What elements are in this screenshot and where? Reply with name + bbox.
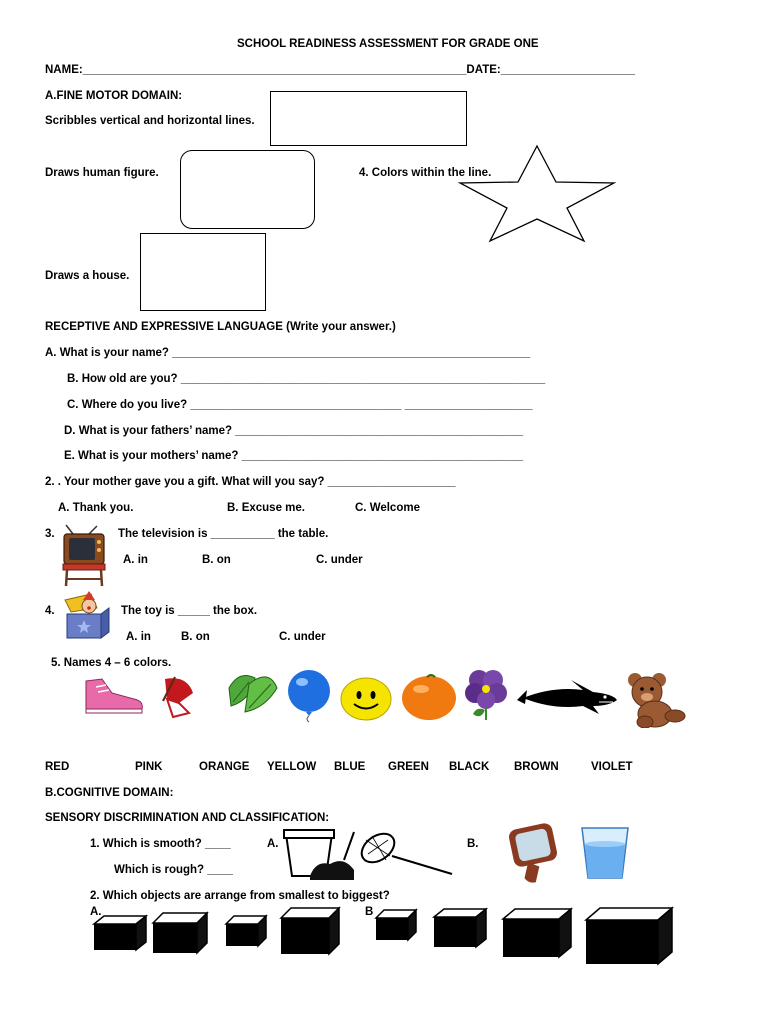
human-figure-box[interactable]	[180, 150, 315, 229]
color-label-violet: VIOLET	[591, 761, 633, 773]
size-order-question[interactable]: 2. Which objects are arrange from smallest to biggest?	[90, 890, 390, 902]
blue-balloon-icon	[286, 669, 332, 723]
violet-flower-icon	[463, 668, 509, 722]
size-option-b[interactable]: B	[365, 906, 374, 918]
question-father-name[interactable]: D. What is your fathers’ name? _____________________________________________	[64, 425, 524, 437]
colors-question: 5. Names 4 – 6 colors.	[51, 657, 172, 669]
cube-a2-icon	[151, 911, 209, 955]
question-mother-name[interactable]: E. What is your mothers’ name? ____________________________________________	[64, 450, 524, 462]
green-leaves-icon	[225, 668, 279, 718]
rough-question[interactable]: Which is rough? ____	[114, 864, 233, 876]
orange-fruit-icon	[401, 673, 457, 721]
color-label-blue: BLUE	[334, 761, 366, 773]
fine-motor-heading: A.FINE MOTOR DOMAIN:	[45, 90, 183, 102]
flowerpot-soil-net-icon	[282, 826, 454, 884]
cube-b3-icon	[501, 907, 573, 959]
toy-question-number: 4.	[45, 605, 55, 617]
cube-a1-icon	[92, 914, 148, 952]
size-option-a[interactable]: A.	[90, 906, 102, 918]
toy-option-b[interactable]: B. on	[181, 631, 210, 643]
house-label: Draws a house.	[45, 270, 130, 282]
smooth-option-a[interactable]: A.	[267, 838, 279, 850]
color-label-red: RED	[45, 761, 70, 773]
star-outline-icon[interactable]	[458, 144, 616, 244]
smooth-option-b[interactable]: B.	[467, 838, 479, 850]
tv-question[interactable]: The television is __________ the table.	[118, 528, 329, 540]
cube-a4-icon	[279, 906, 341, 956]
gift-option-a[interactable]: A. Thank you.	[58, 502, 134, 514]
tv-option-a[interactable]: A. in	[123, 554, 148, 566]
scribbles-label: Scribbles vertical and horizontal lines.	[45, 115, 255, 127]
glass-of-water-icon	[580, 826, 630, 882]
jack-in-the-box-icon	[57, 590, 113, 640]
name-date-line[interactable]: NAME:____________________________________________________________DATE:_____________________	[45, 64, 636, 76]
tv-option-c[interactable]: C. under	[316, 554, 363, 566]
cube-a3-icon	[224, 914, 268, 948]
cognitive-heading: B.COGNITIVE DOMAIN:	[45, 787, 174, 799]
language-heading: RECEPTIVE AND EXPRESSIVE LANGUAGE (Write your answer.)	[45, 321, 396, 333]
brown-teddy-bear-icon	[625, 672, 687, 728]
toy-option-c[interactable]: C. under	[279, 631, 326, 643]
house-box[interactable]	[140, 233, 266, 311]
cube-b2-icon	[432, 907, 488, 949]
color-label-yellow: YELLOW	[267, 761, 317, 773]
television-on-table-icon	[61, 524, 107, 588]
gift-question[interactable]: 2. . Your mother gave you a gift. What will you say? ____________________	[45, 476, 456, 488]
cube-b4-icon	[584, 906, 674, 966]
toy-question[interactable]: The toy is _____ the box.	[121, 605, 258, 617]
color-label-orange: ORANGE	[199, 761, 250, 773]
tv-option-b[interactable]: B. on	[202, 554, 231, 566]
sensory-heading: SENSORY DISCRIMINATION AND CLASSIFICATION:	[45, 812, 330, 824]
color-label-brown: BROWN	[514, 761, 559, 773]
yellow-smiley-icon	[340, 677, 392, 721]
human-figure-label: Draws human figure.	[45, 167, 159, 179]
smooth-question[interactable]: 1. Which is smooth? ____	[90, 838, 231, 850]
color-label-green: GREEN	[388, 761, 429, 773]
red-apple-slice-icon	[157, 673, 199, 719]
gift-option-b[interactable]: B. Excuse me.	[227, 502, 305, 514]
tv-question-number: 3.	[45, 528, 55, 540]
question-address[interactable]: C. Where do you live? _________________________________ ____________________	[67, 399, 533, 411]
gift-option-c[interactable]: C. Welcome	[355, 502, 420, 514]
question-age[interactable]: B. How old are you? _________________________________________________________	[67, 373, 546, 385]
page-title: SCHOOL READINESS ASSESSMENT FOR GRADE ONE	[237, 38, 539, 50]
color-label-pink: PINK	[135, 761, 163, 773]
cube-b1-icon	[374, 908, 418, 942]
hand-mirror-icon	[503, 822, 561, 886]
color-label-black: BLACK	[449, 761, 490, 773]
pink-sneaker-icon	[82, 673, 146, 715]
colors-within-label: 4. Colors within the line.	[359, 167, 492, 179]
toy-option-a[interactable]: A. in	[126, 631, 151, 643]
question-name[interactable]: A. What is your name? ________________________________________________________	[45, 347, 531, 359]
scribble-box[interactable]	[270, 91, 467, 146]
black-shark-icon	[513, 678, 619, 718]
